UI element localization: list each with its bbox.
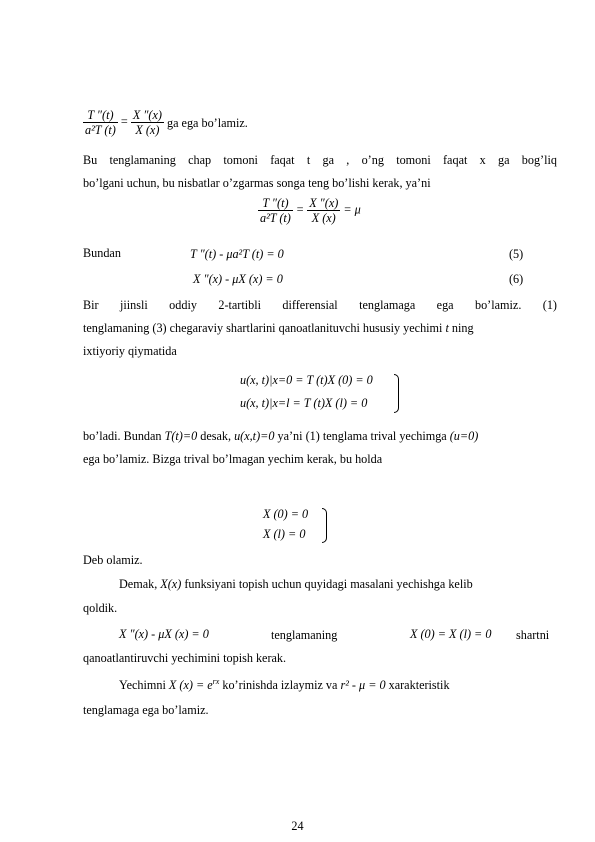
- paragraph-5-mid-text: tenglamaning: [271, 628, 338, 642]
- paragraph-6-text-c: xarakteristik: [385, 678, 450, 692]
- fraction-left-numerator: T ″(t): [83, 108, 118, 123]
- boundary-condition-2: u(x, t)|x=l = T (t)X (l) = 0: [240, 396, 368, 410]
- paragraph-2-line-2: [83, 320, 557, 336]
- paragraph-3-line-1: [83, 428, 557, 444]
- mu-fraction-left-numerator: T ″(t): [258, 196, 293, 211]
- paragraph-2-line-2-text-b: ning: [448, 321, 474, 335]
- fraction-right-denominator: X (x): [135, 123, 160, 137]
- paragraph-5-tail: shartni: [516, 628, 550, 642]
- mu-fraction-right: [307, 196, 340, 225]
- paragraph-5-line-2: qanoatlantiruvchi yechimini topish kerak.: [83, 651, 287, 665]
- top-equation-line: [83, 108, 557, 137]
- paragraph-3-math-b: u(x,t)=0: [234, 429, 275, 443]
- mu-fraction-right-denominator: X (x): [311, 211, 336, 225]
- equation-5-number: (5): [509, 247, 524, 261]
- fraction-left: [83, 108, 118, 137]
- paragraph-2-line-3: ixtiyoriy qiymatida: [83, 344, 177, 358]
- paragraph-5-equation: X ″(x) - μX (x) = 0: [119, 627, 209, 641]
- boundary-condition-x0: X (0) = 0: [263, 507, 309, 521]
- fraction-right: [131, 108, 164, 137]
- right-brace-2: [322, 508, 327, 543]
- bundan-text: Bundan: [83, 246, 121, 260]
- paragraph-4-text-a: Demak,: [119, 577, 161, 591]
- paragraph-2-line-1: Bir jiinsli oddiy 2-tartibli differensial tenglamaga ega bo’lamiz. (1): [83, 298, 557, 312]
- paragraph-6-line-2: tenglamaga ega bo’lamiz.: [83, 703, 209, 717]
- paragraph-6-equation: X (x) = e: [168, 678, 213, 692]
- paragraph-3-math-c: (u=0): [449, 429, 479, 443]
- paragraph-4-line-1: [119, 576, 557, 592]
- paragraph-1-line-2: bo’lgani uchun, bu nisbatlar o’zgarmas songa teng bo’lishi kerak, ya’ni: [83, 176, 431, 190]
- mu-equation-tail: = μ: [343, 202, 361, 217]
- page-number: 24: [291, 819, 304, 833]
- paragraph-4-line-2: qoldik.: [83, 601, 118, 615]
- paragraph-2-line-2-text-a: tenglamaning (3) chegaraviy shartlarini qanoatlanituvchi hususiy yechimi: [83, 321, 446, 335]
- equation-6: X ″(x) - μX (x) = 0: [193, 272, 283, 286]
- paragraph-5-condition: X (0) = X (l) = 0: [410, 627, 492, 641]
- boundary-condition-1: u(x, t)|x=0 = T (t)X (0) = 0: [240, 373, 373, 387]
- equation-5: T ″(t) - μa²T (t) = 0: [190, 247, 284, 261]
- paragraph-6-equation-2: r² - μ = 0: [340, 678, 386, 692]
- paragraph-6-exponent: rx: [212, 676, 220, 686]
- equals-sign: =: [120, 114, 128, 129]
- mu-fraction-left-denominator: a²T (t): [260, 211, 291, 225]
- right-brace: [394, 374, 399, 413]
- fraction-right-numerator: X ″(x): [132, 108, 162, 122]
- paragraph-3-text-b: desak,: [197, 429, 235, 443]
- paragraph-3-text-a: bo’ladi. Bundan: [83, 429, 165, 443]
- mu-fraction-left: [258, 196, 293, 225]
- deb-olamiz-text: Deb olamiz.: [83, 553, 143, 567]
- equation-suffix-text: ga ega bo’lamiz.: [166, 116, 248, 131]
- boundary-condition-xl: X (l) = 0: [263, 527, 306, 541]
- paragraph-1-line-1: Bu tenglamaning chap tomoni faqat t ga , o’ng tomoni faqat x ga bog’liq: [83, 153, 557, 167]
- paragraph-6-text-b: ko’rinishda izlaymiz va: [219, 678, 341, 692]
- paragraph-3-line-2: ega bo’lamiz. Bizga trival bo’lmagan yechim kerak, bu holda: [83, 452, 383, 466]
- equation-6-number: (6): [509, 272, 524, 286]
- mu-fraction-right-numerator: X ″(x): [309, 196, 339, 210]
- mu-equals-sign: =: [295, 202, 305, 217]
- paragraph-6-line-1: [119, 677, 557, 693]
- paragraph-4-text-b: funksiyani topish uchun quyidagi masalani yechishga kelib: [181, 577, 473, 591]
- fraction-left-denominator: a²T (t): [85, 123, 116, 137]
- paragraph-3-math-a: T(t)=0: [164, 429, 198, 443]
- paragraph-6-text-a: Yechimni: [119, 678, 169, 692]
- paragraph-4-math: X(x): [160, 577, 182, 591]
- paragraph-2-variable-t: t: [445, 321, 449, 335]
- mu-equation: [258, 196, 361, 225]
- paragraph-3-text-c: ya’ni (1) tenglama trival yechimga: [274, 429, 450, 443]
